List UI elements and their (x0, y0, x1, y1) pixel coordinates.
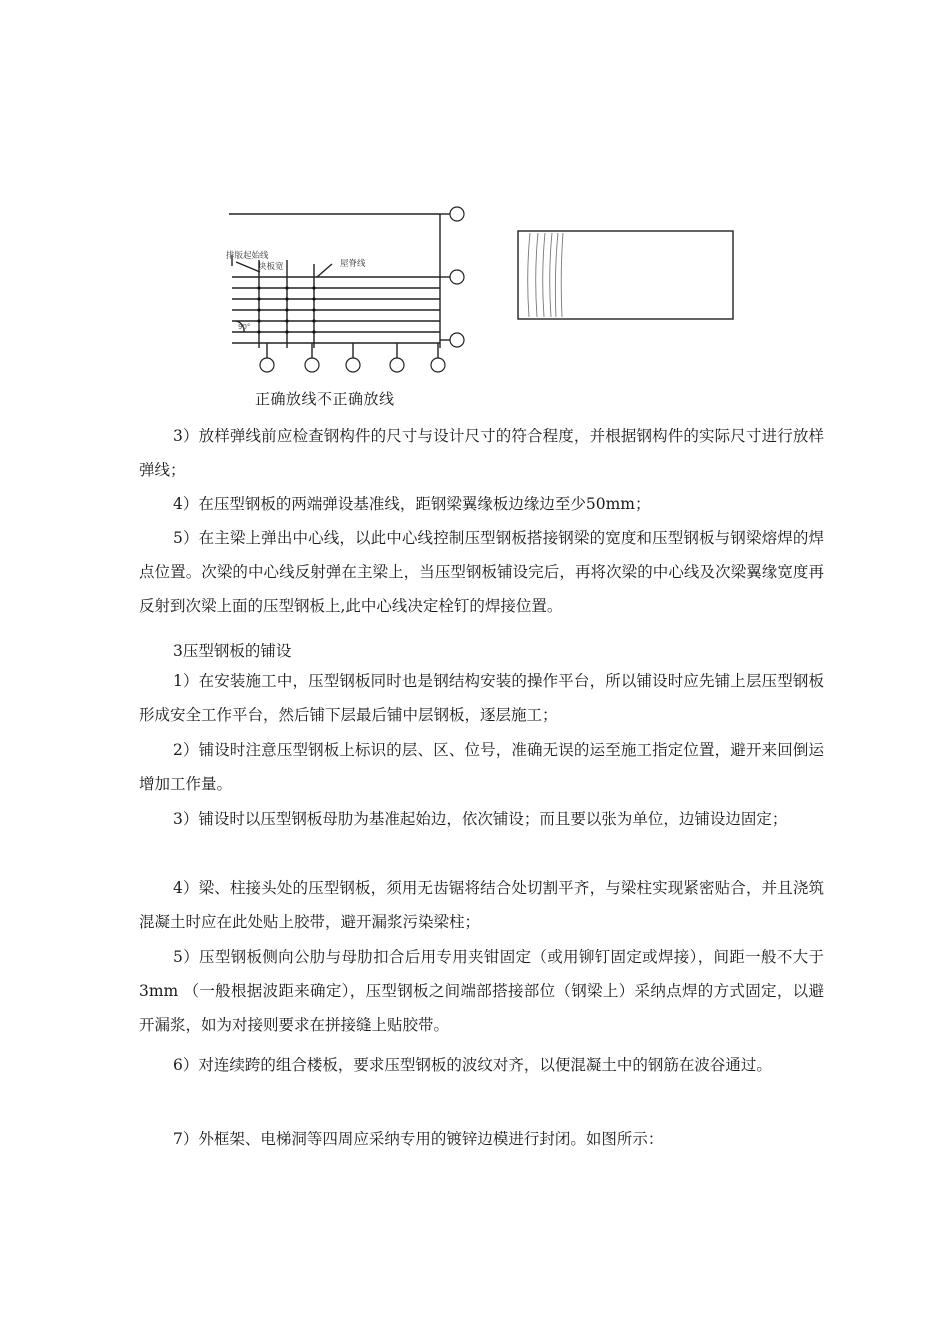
incorrect-layout-diagram (516, 229, 738, 323)
angle-label: 90° (238, 323, 251, 331)
paragraph-laying-7: 7）外框架、电梯洞等四周应采纳专用的镀锌边模进行封闭。如图所示： (173, 1130, 664, 1148)
paragraph-item-5-centerline: 5）在主梁上弹出中心线，以此中心线控制压型钢板搭接钢梁的宽度和压型钢板与钢梁熔焊的焊点位置。次梁的中心线反射弹在主梁上，当压型钢板铺设完后，再将次梁的中心线及次梁翼缘宽度再反射到次梁上面的压型钢板上,此中心线决定栓钉的焊接位置。 (139, 529, 824, 615)
paragraph-laying-4: 4）梁、柱接头处的压型钢板，须用无齿锯将结合处切割平齐，与梁柱实现紧密贴合，并且浇筑混凝土时应在此处贴上胶带，避开漏浆污染梁柱； (139, 879, 824, 931)
figure-caption: 正确放线不正确放线 (255, 390, 395, 408)
board-width-label: 块板宽 (258, 262, 284, 272)
paragraph-laying-3: 3）铺设时以压型钢板母肋为基准起始边，依次铺设；而且要以张为单位，边铺设边固定； (173, 810, 788, 828)
paragraph-laying-2: 2）铺设时注意压型钢板上标识的层、区、位号，准确无误的运至施工指定位置，避开来回倒运增加工作量。 (139, 741, 824, 793)
paragraph-item-3-layout: 3）放样弹线前应检查钢构件的尺寸与设计尺寸的符合程度，并根据钢构件的实际尺寸进行放样弹线； (139, 427, 824, 479)
paragraph-laying-1: 1）在安装施工中，压型钢板同时也是钢结构安装的操作平台，所以铺设时应先铺上层压型钢板形成安全工作平台，然后铺下层最后铺中层钢板，逐层施工； (139, 672, 824, 724)
paragraph-item-4-baseline: 4）在压型钢板的两端弹设基准线，距钢梁翼缘板边缘边至少50mm； (173, 495, 651, 513)
paragraph-laying-6: 6）对连续跨的组合楼板，要求压型钢板的波纹对齐，以便混凝土中的钢筋在波谷通过。 (173, 1056, 772, 1074)
paragraph-laying-5: 5）压型钢板侧向公肋与母肋扣合后用专用夹钳固定（或用铆钉固定或焊接），间距一般不大于3mm （一般根据波距来确定），压型钢板之间端部搭接部位（钢梁上）采纳点焊的方式固定，以避开漏浆，如为对接则要求在拼接缝上贴胶带。 (139, 948, 824, 1034)
start-line-label: 排版起始线 (226, 251, 269, 261)
ridge-line-label: 屋脊线 (340, 259, 366, 269)
section-heading: 3压型钢板的铺设 (173, 642, 292, 660)
correct-layout-diagram (222, 200, 472, 380)
